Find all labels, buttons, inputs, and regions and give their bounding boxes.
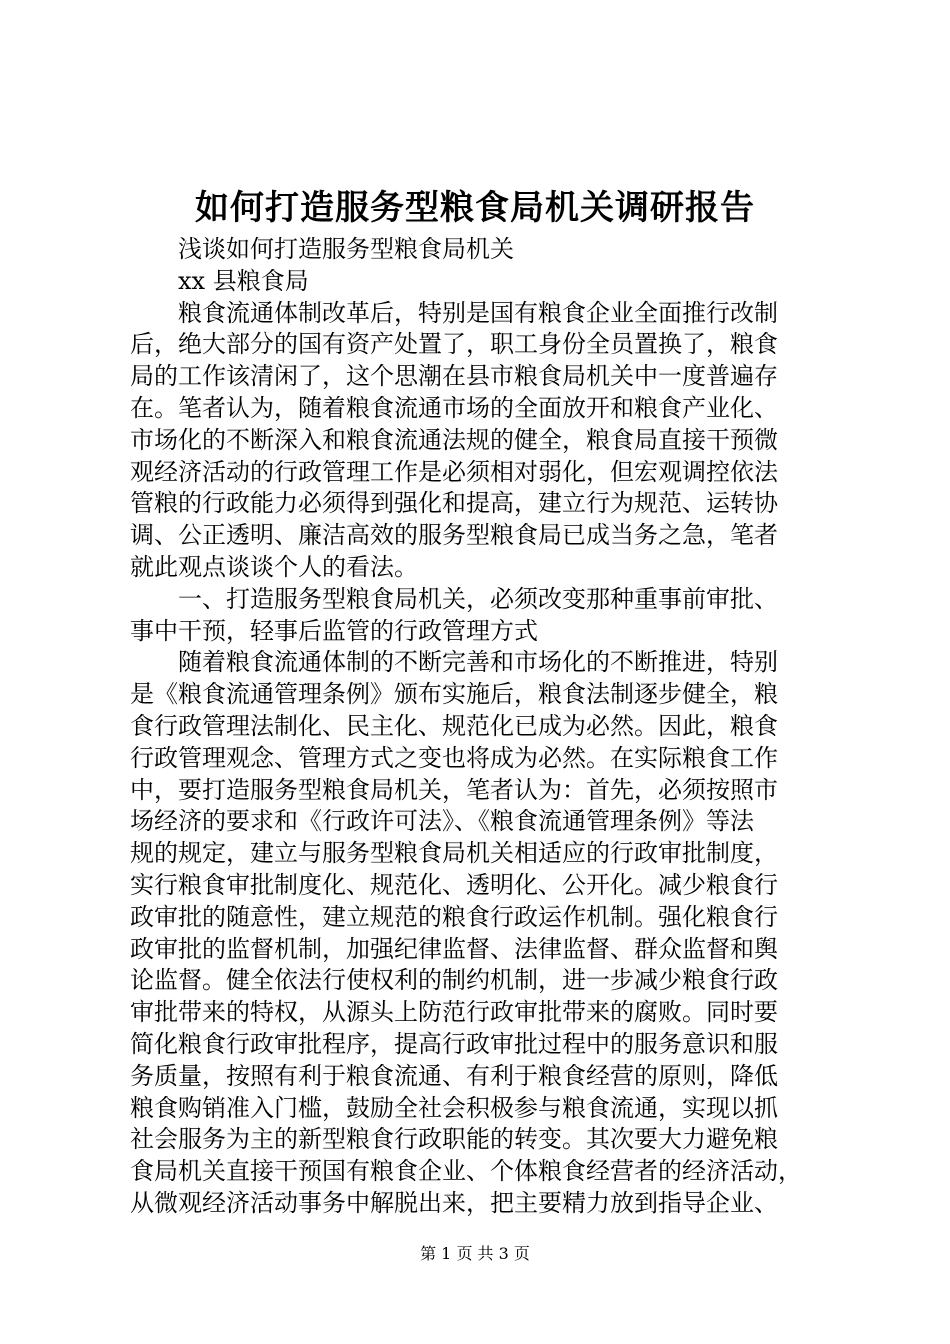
text-line: 行政管理观念、管理方式之变也将成为必然。在实际粮食工作 [130, 743, 778, 772]
text-line: 政审批的随意性，建立规范的粮食行政运作机制。强化粮食行 [130, 902, 778, 931]
text-line: 从微观经济活动事务中解脱出来，把主要精力放到指导企业、 [130, 1188, 778, 1217]
section-heading: 事中干预，轻事后监管的行政管理方式 [130, 616, 538, 645]
text-line: 简化粮食行政审批程序，提高行政审批过程中的服务意识和服 [130, 1029, 778, 1058]
text-line: 务质量，按照有利于粮食流通、有利于粮食经营的原则，降低 [130, 1061, 778, 1090]
document-body [130, 234, 830, 1220]
text-line: 场经济的要求和《行政许可法》、《粮食流通管理条例》等法 [130, 807, 754, 836]
text-line: 政审批的监督机制，加强纪律监督、法律监督、群众监督和舆 [130, 934, 778, 963]
page-footer: 第 1 页 共 3 页 [420, 1244, 530, 1263]
subtitle: 浅谈如何打造服务型粮食局机关 [178, 235, 514, 263]
text-line: 审批带来的特权，从源头上防范行政审批带来的腐败。同时要 [130, 998, 778, 1027]
text-line: 规的规定，建立与服务型粮食局机关相适应的行政审批制度， [130, 839, 778, 868]
text-line: 局的工作该清闲了，这个思潮在县市粮食局机关中一度普遍存 [130, 362, 778, 391]
text-line: 调、公正透明、廉洁高效的服务型粮食局已成当务之急，笔者 [130, 521, 778, 550]
text-line: 食行政管理法制化、民主化、规范化已成为必然。因此，粮食 [130, 711, 778, 740]
text-line: 食局机关直接干预国有粮食企业、个体粮食经营者的经济活动， [130, 1157, 802, 1186]
text-line: 在。笔者认为，随着粮食流通市场的全面放开和粮食产业化、 [130, 393, 778, 422]
text-line: 是《粮食流通管理条例》颁布实施后，粮食法制逐步健全，粮 [130, 680, 778, 709]
text-line: 中，要打造服务型粮食局机关，笔者认为：首先，必须按照市 [130, 775, 778, 804]
text-line: 市场化的不断深入和粮食流通法规的健全，粮食局直接干预微 [130, 425, 778, 454]
text-line: 后，绝大部分的国有资产处置了，职工身份全员置换了，粮食 [130, 330, 778, 359]
text-line: 粮食购销准入门槛，鼓励全社会积极参与粮食流通，实现以抓 [130, 1093, 778, 1122]
text-line: 随着粮食流通体制的不断完善和市场化的不断推进，特别 [178, 648, 778, 677]
text-line: 粮食流通体制改革后，特别是国有粮食企业全面推行改制 [178, 298, 778, 327]
text-line: 论监督。健全依法行使权利的制约机制，进一步减少粮食行政 [130, 966, 778, 995]
author: xx 县粮食局 [178, 266, 309, 295]
document-title: 如何打造服务型粮食局机关调研报告 [195, 188, 755, 228]
text-line: 管粮的行政能力必须得到强化和提高，建立行为规范、运转协 [130, 489, 778, 518]
section-heading: 一、打造服务型粮食局机关，必须改变那种重事前审批、 [178, 584, 778, 613]
text-line: 实行粮食审批制度化、规范化、透明化、公开化。减少粮食行 [130, 870, 778, 899]
text-line: 观经济活动的行政管理工作是必须相对弱化，但宏观调控依法 [130, 457, 778, 486]
text-line: 就此观点谈谈个人的看法。 [130, 552, 418, 581]
text-line: 社会服务为主的新型粮食行政职能的转变。其次要大力避免粮 [130, 1125, 778, 1154]
